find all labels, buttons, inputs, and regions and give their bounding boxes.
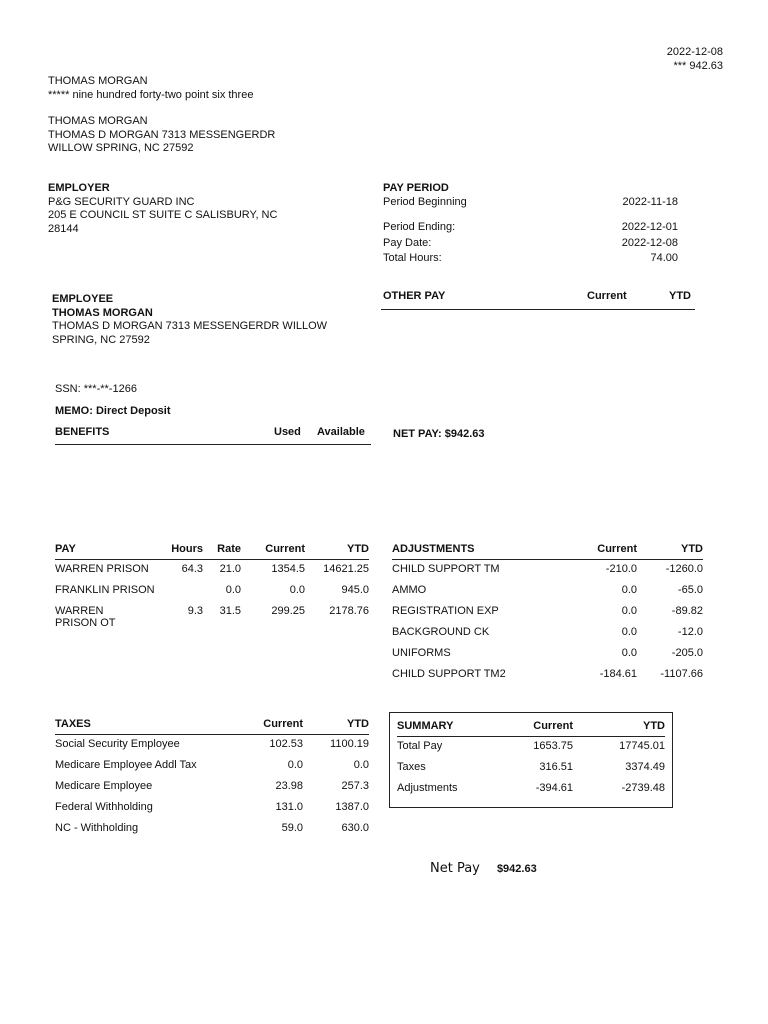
summary-ytd: -2739.48 — [621, 782, 665, 794]
tax-ytd: 257.3 — [341, 780, 369, 792]
total-hours-label: Total Hours: — [383, 252, 442, 264]
adjustment-name: REGISTRATION EXP — [392, 605, 499, 617]
benefits-col-available: Available — [317, 426, 365, 438]
summary-name: Adjustments — [397, 782, 458, 794]
pay-item-name: WARREN PRISON — [55, 563, 149, 575]
check-date: 2022-12-08 — [666, 46, 723, 58]
check-header-right — [667, 46, 723, 73]
employer-address-line1: 205 E COUNCIL ST SUITE C SALISBURY, NC — [48, 209, 278, 221]
adjustment-ytd: -1260.0 — [665, 563, 703, 575]
pay-item-ytd: 14621.25 — [323, 563, 369, 575]
pay-item-ytd: 945.0 — [341, 584, 369, 596]
table-row — [55, 560, 369, 582]
summary-name: Taxes — [397, 761, 426, 773]
summary-ytd: 3374.49 — [625, 761, 665, 773]
taxes-col-ytd: YTD — [303, 718, 369, 735]
adjustments-table — [392, 543, 703, 686]
table-row — [392, 623, 703, 644]
taxes-col-current: Current — [245, 718, 303, 735]
table-row — [392, 602, 703, 623]
employer-heading: EMPLOYER — [48, 182, 110, 194]
net-pay-header: NET PAY: $942.63 — [393, 428, 485, 440]
tax-current: 131.0 — [275, 801, 303, 813]
adjustment-name: AMMO — [392, 584, 427, 596]
adjustment-name: CHILD SUPPORT TM — [392, 563, 500, 575]
summary-current: -394.61 — [535, 782, 573, 794]
period-ending-value: 2022-12-01 — [621, 221, 678, 233]
adjustment-current: 0.0 — [621, 626, 637, 638]
employer-section — [48, 182, 277, 236]
pay-item-ytd: 2178.76 — [329, 605, 369, 617]
tax-current: 23.98 — [275, 780, 303, 792]
tax-name: NC - Withholding — [55, 822, 139, 834]
period-beginning-row — [383, 196, 678, 210]
table-row — [55, 819, 369, 840]
tax-name: Social Security Employee — [55, 738, 180, 750]
summary-name: Total Pay — [397, 740, 443, 752]
table-row — [397, 758, 665, 779]
adjustment-name: CHILD SUPPORT TM2 — [392, 668, 506, 680]
pay-col-name: PAY — [55, 543, 167, 560]
adjustment-ytd: -1107.66 — [660, 668, 703, 680]
period-ending-row — [383, 221, 678, 235]
summary-col-current: Current — [501, 720, 573, 737]
table-row — [392, 560, 703, 582]
net-pay-footer — [430, 861, 537, 876]
table-row — [55, 777, 369, 798]
adjustments-col-current: Current — [572, 543, 637, 560]
other-pay-heading: OTHER PAY — [383, 290, 446, 302]
summary-col-name: SUMMARY — [397, 720, 501, 737]
employee-address-line2: SPRING, NC 27592 — [52, 333, 150, 346]
tax-name: Medicare Employee — [55, 780, 153, 792]
employee-heading: EMPLOYEE — [52, 293, 114, 305]
pay-item-rate: 31.5 — [219, 605, 241, 617]
pay-date-label: Pay Date: — [383, 236, 432, 249]
pay-col-ytd: YTD — [305, 543, 369, 560]
table-row — [392, 665, 703, 686]
pay-item-hours: 9.3 — [187, 605, 203, 617]
adjustment-name: BACKGROUND CK — [392, 626, 490, 638]
pay-period-section — [383, 182, 678, 266]
adjustment-ytd: -89.82 — [671, 605, 703, 617]
tax-ytd: 0.0 — [353, 759, 369, 771]
pay-col-current: Current — [241, 543, 305, 560]
total-hours-row — [383, 252, 678, 266]
pay-item-current: 1354.5 — [271, 563, 305, 575]
summary-current: 1653.75 — [533, 740, 573, 752]
mailing-address — [48, 115, 275, 156]
pay-item-rate: 0.0 — [225, 584, 241, 596]
table-row — [55, 798, 369, 819]
tax-name: Federal Withholding — [55, 801, 153, 813]
summary-header-row — [397, 720, 665, 737]
period-beginning-label: Period Beginning — [383, 195, 467, 208]
net-pay-footer-label: Net Pay — [430, 861, 480, 876]
tax-current: 102.53 — [269, 738, 303, 750]
employee-address-line1: THOMAS D MORGAN 7313 MESSENGERDR WILLOW — [52, 320, 328, 332]
taxes-header-row — [55, 718, 369, 735]
table-row — [392, 581, 703, 602]
pay-item-rate: 21.0 — [219, 563, 241, 575]
mailing-name: THOMAS MORGAN — [48, 115, 148, 127]
adjustment-ytd: -12.0 — [677, 626, 703, 638]
tax-current: 59.0 — [281, 822, 303, 834]
other-pay-col-ytd: YTD — [669, 290, 691, 302]
adjustment-current: -184.61 — [599, 668, 637, 680]
pay-item-current: 0.0 — [289, 584, 305, 596]
adjustments-col-ytd: YTD — [637, 543, 703, 560]
memo: MEMO: Direct Deposit — [55, 405, 171, 417]
adjustment-ytd: -65.0 — [677, 584, 703, 596]
ssn: SSN: ***-**-1266 — [55, 383, 137, 395]
pay-date-value: 2022-12-08 — [621, 236, 678, 249]
mailing-line1: THOMAS D MORGAN 7313 MESSENGERDR — [48, 128, 276, 141]
pay-table — [55, 543, 369, 635]
employer-address-line2: 28144 — [48, 222, 79, 235]
pay-item-current: 299.25 — [271, 605, 305, 617]
mailing-line2: WILLOW SPRING, NC 27592 — [48, 142, 194, 154]
taxes-col-name: TAXES — [55, 718, 245, 735]
check-amount-words: ***** nine hundred forty-two point six three — [48, 88, 254, 101]
pay-col-rate: Rate — [203, 543, 241, 560]
net-pay-footer-value: $942.63 — [496, 863, 537, 875]
summary-ytd: 17745.01 — [619, 740, 665, 752]
pay-date-row — [383, 237, 678, 251]
table-row — [55, 602, 369, 635]
period-ending-label: Period Ending: — [383, 221, 456, 233]
tax-current: 0.0 — [287, 759, 303, 771]
benefits-heading: BENEFITS — [55, 426, 110, 438]
table-row — [55, 581, 369, 602]
table-row — [55, 735, 369, 757]
tax-name: Medicare Employee Addl Tax — [55, 759, 197, 771]
pay-item-hours: 64.3 — [181, 563, 203, 575]
other-pay-header — [381, 290, 695, 310]
summary-box — [389, 712, 673, 808]
pay-header-row — [55, 543, 369, 560]
benefits-col-used: Used — [274, 426, 301, 438]
adjustments-col-name: ADJUSTMENTS — [392, 543, 572, 560]
adjustment-current: 0.0 — [621, 647, 637, 659]
employee-section — [52, 293, 327, 347]
check-amount: *** 942.63 — [673, 59, 723, 72]
adjustment-ytd: -205.0 — [671, 647, 703, 659]
summary-col-ytd: YTD — [573, 720, 665, 737]
tax-ytd: 1100.19 — [330, 738, 369, 750]
tax-ytd: 630.0 — [341, 822, 369, 834]
table-row — [397, 737, 665, 759]
pay-item-name: FRANKLIN PRISON — [55, 584, 155, 596]
check-payee: THOMAS MORGAN — [48, 75, 148, 87]
adjustment-current: 0.0 — [621, 605, 637, 617]
summary-table — [397, 720, 665, 800]
pay-item-name: WARREN PRISON OT — [55, 605, 116, 629]
total-hours-value: 74.00 — [650, 252, 678, 264]
taxes-table — [55, 718, 369, 840]
employee-name: THOMAS MORGAN — [52, 306, 153, 319]
table-row — [55, 756, 369, 777]
tax-ytd: 1387.0 — [335, 801, 369, 813]
pay-period-heading: PAY PERIOD — [383, 182, 449, 194]
adjustment-current: 0.0 — [621, 584, 637, 596]
adjustment-name: UNIFORMS — [392, 647, 451, 659]
adjustment-current: -210.0 — [605, 563, 637, 575]
benefits-header — [55, 426, 371, 445]
pay-item-hours — [167, 581, 203, 602]
period-beginning-value: 2022-11-18 — [622, 195, 678, 208]
adjustments-header-row — [392, 543, 703, 560]
summary-current: 316.51 — [539, 761, 573, 773]
employer-name: P&G SECURITY GUARD INC — [48, 195, 195, 208]
pay-col-hours: Hours — [167, 543, 203, 560]
table-row — [397, 779, 665, 800]
table-row — [392, 644, 703, 665]
check-payee-block — [48, 75, 253, 102]
other-pay-col-current: Current — [587, 290, 627, 302]
